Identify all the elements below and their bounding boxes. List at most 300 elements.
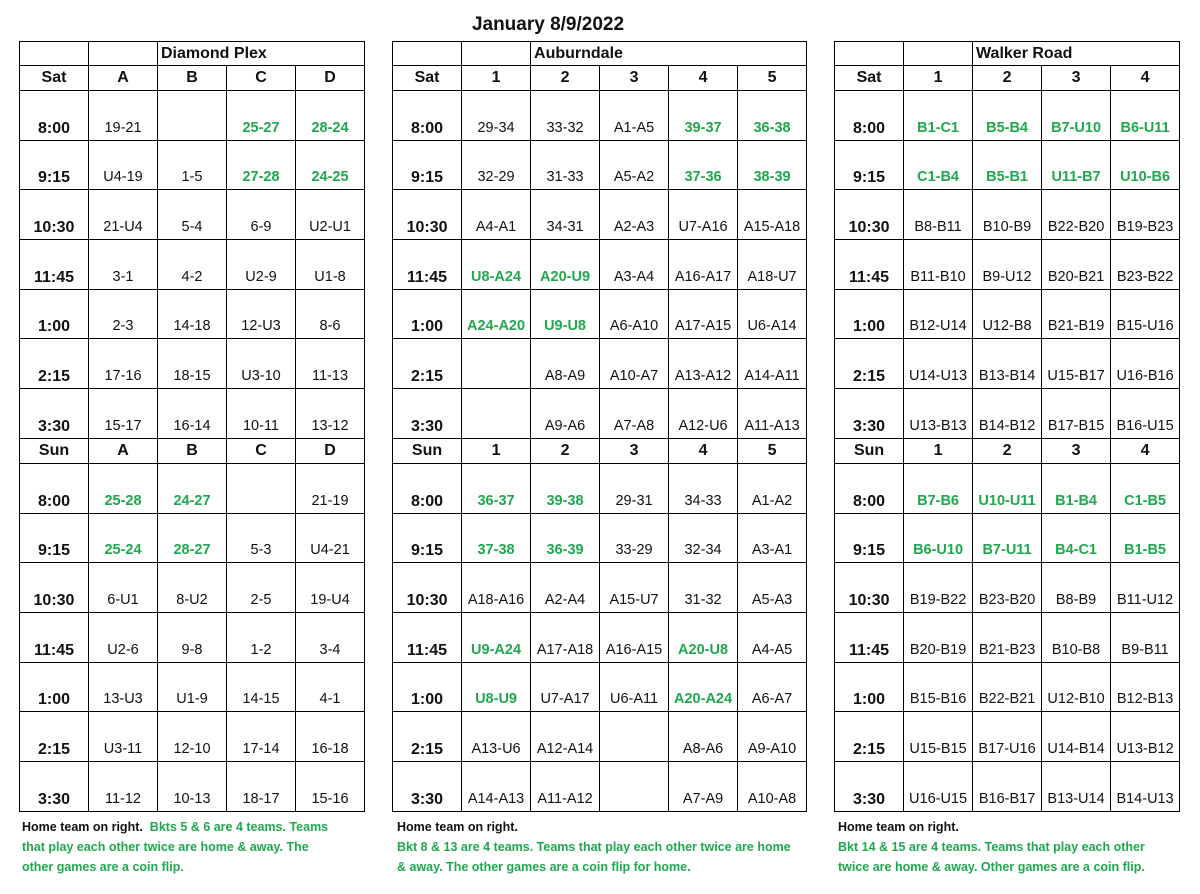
diamond-col-header: A [89, 66, 158, 91]
walker-game-cell: B13-B14 [973, 339, 1042, 389]
diamond-col-header: Sat [20, 66, 89, 91]
column-gap [807, 438, 835, 463]
auburndale-game-cell: 37-36 [669, 140, 738, 190]
walker-col-header: 3 [1042, 438, 1111, 463]
auburndale-game-cell: A2-A4 [531, 563, 600, 613]
walker-game-cell: B19-B23 [1111, 190, 1180, 240]
column-gap [365, 140, 393, 190]
column-gap [365, 289, 393, 339]
auburndale-time-slot: 3:30 [393, 761, 462, 811]
sunday-time-row [20, 463, 1180, 513]
diamond-game-cell: 9-8 [158, 612, 227, 662]
auburndale-col-header: 5 [738, 438, 807, 463]
column-gap [807, 339, 835, 389]
venue-diamond-plex: Diamond Plex [158, 42, 365, 66]
diamond-game-cell: 10-11 [227, 389, 296, 439]
diamond-game-cell: 11-12 [89, 761, 158, 811]
walker-game-cell: U16-U15 [904, 761, 973, 811]
auburndale-game-cell: 39-37 [669, 91, 738, 141]
walker-game-cell: B20-B19 [904, 612, 973, 662]
auburndale-game-cell: A17-A15 [669, 289, 738, 339]
auburndale-game-cell [600, 712, 669, 762]
walker-time-slot: 8:00 [835, 91, 904, 141]
column-gap [365, 463, 393, 513]
auburndale-game-cell: 37-38 [462, 513, 531, 563]
venue-walker-road: Walker Road [973, 42, 1180, 66]
auburndale-game-cell: A5-A3 [738, 563, 807, 613]
walker-col-header: 1 [904, 438, 973, 463]
diamond-game-cell: 2-5 [227, 563, 296, 613]
auburndale-time-slot: 11:45 [393, 612, 462, 662]
diamond-game-cell: U4-19 [89, 140, 158, 190]
diamond-game-cell: 3-1 [89, 240, 158, 290]
saturday-time-row [20, 240, 1180, 290]
auburndale-game-cell: A16-A17 [669, 240, 738, 290]
auburndale-col-header: 5 [738, 66, 807, 91]
diamond-game-cell: 6-9 [227, 190, 296, 240]
note-auburndale: Home team on right. Bkt 8 & 13 are 4 teams. Teams that play each other twice are home & away. The other games are a coin flip for home. [397, 820, 791, 874]
diamond-game-cell: U4-21 [296, 513, 365, 563]
diamond-game-cell: 1-5 [158, 140, 227, 190]
auburndale-game-cell: A8-A9 [531, 339, 600, 389]
schedule-table [19, 41, 1180, 812]
diamond-time-slot: 1:00 [20, 662, 89, 712]
auburndale-game-cell: A6-A10 [600, 289, 669, 339]
diamond-time-slot: 10:30 [20, 563, 89, 613]
walker-game-cell: U14-B14 [1042, 712, 1111, 762]
diamond-game-cell: 28-27 [158, 513, 227, 563]
walker-game-cell: B21-B23 [973, 612, 1042, 662]
auburndale-game-cell: U7-A16 [669, 190, 738, 240]
walker-game-cell: B14-B12 [973, 389, 1042, 439]
walker-game-cell: B9-U12 [973, 240, 1042, 290]
walker-game-cell: C1-B5 [1111, 463, 1180, 513]
column-gap [365, 190, 393, 240]
walker-game-cell: B19-B22 [904, 563, 973, 613]
diamond-game-cell: 4-1 [296, 662, 365, 712]
auburndale-game-cell: A11-A12 [531, 761, 600, 811]
auburndale-game-cell: A24-A20 [462, 289, 531, 339]
walker-game-cell: B5-B4 [973, 91, 1042, 141]
walker-game-cell: B16-U15 [1111, 389, 1180, 439]
auburndale-game-cell: A13-U6 [462, 712, 531, 762]
auburndale-col-header: Sun [393, 438, 462, 463]
diamond-game-cell: 24-27 [158, 463, 227, 513]
walker-game-cell: U15-B15 [904, 712, 973, 762]
auburndale-game-cell: 32-34 [669, 513, 738, 563]
diamond-game-cell: 10-13 [158, 761, 227, 811]
diamond-game-cell: U3-10 [227, 339, 296, 389]
auburndale-time-slot: 1:00 [393, 662, 462, 712]
walker-col-header: Sat [835, 66, 904, 91]
diamond-time-slot: 3:30 [20, 389, 89, 439]
diamond-game-cell: 5-4 [158, 190, 227, 240]
auburndale-game-cell: A7-A9 [669, 761, 738, 811]
walker-game-cell: U12-B8 [973, 289, 1042, 339]
auburndale-game-cell: A9-A6 [531, 389, 600, 439]
diamond-game-cell [158, 91, 227, 141]
auburndale-game-cell: A1-A5 [600, 91, 669, 141]
walker-time-slot: 9:15 [835, 513, 904, 563]
column-gap [807, 66, 835, 91]
auburndale-time-slot: 8:00 [393, 91, 462, 141]
auburndale-time-slot: 10:30 [393, 563, 462, 613]
diamond-time-slot: 1:00 [20, 289, 89, 339]
walker-col-header: 1 [904, 66, 973, 91]
auburndale-col-header: 3 [600, 438, 669, 463]
auburndale-game-cell: 34-33 [669, 463, 738, 513]
walker-game-cell: B9-B11 [1111, 612, 1180, 662]
walker-game-cell: B7-U10 [1042, 91, 1111, 141]
column-gap [807, 712, 835, 762]
auburndale-game-cell: 36-38 [738, 91, 807, 141]
column-gap [365, 612, 393, 662]
auburndale-col-header: 4 [669, 438, 738, 463]
walker-game-cell: B21-B19 [1042, 289, 1111, 339]
walker-game-cell: B8-B11 [904, 190, 973, 240]
walker-time-slot: 3:30 [835, 761, 904, 811]
walker-game-cell: B6-U10 [904, 513, 973, 563]
walker-game-cell: B6-U11 [1111, 91, 1180, 141]
walker-game-cell: B17-B15 [1042, 389, 1111, 439]
walker-game-cell: B1-B5 [1111, 513, 1180, 563]
walker-time-slot: 1:00 [835, 662, 904, 712]
auburndale-game-cell: A10-A8 [738, 761, 807, 811]
diamond-time-slot: 2:15 [20, 339, 89, 389]
venue-auburndale: Auburndale [531, 42, 807, 66]
auburndale-game-cell: 39-38 [531, 463, 600, 513]
diamond-game-cell: 25-28 [89, 463, 158, 513]
column-gap [807, 240, 835, 290]
diamond-game-cell: 17-16 [89, 339, 158, 389]
auburndale-game-cell: A18-U7 [738, 240, 807, 290]
diamond-time-slot: 9:15 [20, 140, 89, 190]
walker-col-header: 2 [973, 66, 1042, 91]
auburndale-game-cell: A20-U9 [531, 240, 600, 290]
column-gap [807, 463, 835, 513]
auburndale-game-cell: U6-A14 [738, 289, 807, 339]
auburndale-game-cell: U6-A11 [600, 662, 669, 712]
diamond-col-header: B [158, 438, 227, 463]
auburndale-time-slot: 1:00 [393, 289, 462, 339]
walker-time-slot: 9:15 [835, 140, 904, 190]
walker-time-slot: 11:45 [835, 612, 904, 662]
auburndale-game-cell: A3-A4 [600, 240, 669, 290]
walker-time-slot: 3:30 [835, 389, 904, 439]
walker-time-slot: 10:30 [835, 190, 904, 240]
walker-col-header: 2 [973, 438, 1042, 463]
walker-col-header: 4 [1111, 66, 1180, 91]
walker-game-cell: B16-B17 [973, 761, 1042, 811]
auburndale-game-cell: A1-A2 [738, 463, 807, 513]
walker-game-cell: U13-B13 [904, 389, 973, 439]
auburndale-game-cell: A11-A13 [738, 389, 807, 439]
auburndale-game-cell: 38-39 [738, 140, 807, 190]
auburndale-game-cell: U9-U8 [531, 289, 600, 339]
column-gap [807, 612, 835, 662]
auburndale-game-cell: U7-A17 [531, 662, 600, 712]
diamond-game-cell: 8-6 [296, 289, 365, 339]
diamond-game-cell: 12-10 [158, 712, 227, 762]
auburndale-game-cell [462, 389, 531, 439]
walker-game-cell: U16-B16 [1111, 339, 1180, 389]
diamond-col-header: A [89, 438, 158, 463]
diamond-game-cell: 12-U3 [227, 289, 296, 339]
auburndale-game-cell: 33-32 [531, 91, 600, 141]
auburndale-time-slot: 2:15 [393, 339, 462, 389]
auburndale-game-cell: 31-32 [669, 563, 738, 613]
diamond-game-cell: 1-2 [227, 612, 296, 662]
walker-time-slot: 8:00 [835, 463, 904, 513]
diamond-game-cell: 13-12 [296, 389, 365, 439]
sunday-time-row [20, 612, 1180, 662]
auburndale-col-header: 3 [600, 66, 669, 91]
diamond-game-cell: 28-24 [296, 91, 365, 141]
auburndale-game-cell: 32-29 [462, 140, 531, 190]
walker-game-cell: B22-B21 [973, 662, 1042, 712]
auburndale-game-cell: 34-31 [531, 190, 600, 240]
diamond-col-header: D [296, 66, 365, 91]
auburndale-game-cell: A9-A10 [738, 712, 807, 762]
column-gap [365, 513, 393, 563]
sunday-time-row [20, 761, 1180, 811]
walker-time-slot: 2:15 [835, 339, 904, 389]
auburndale-col-header: 2 [531, 66, 600, 91]
column-gap [807, 662, 835, 712]
walker-game-cell: B15-B16 [904, 662, 973, 712]
walker-game-cell: B8-B9 [1042, 563, 1111, 613]
diamond-game-cell: 16-14 [158, 389, 227, 439]
column-gap [365, 662, 393, 712]
diamond-game-cell: 27-28 [227, 140, 296, 190]
auburndale-game-cell: A15-A18 [738, 190, 807, 240]
column-gap [807, 513, 835, 563]
auburndale-game-cell: A10-A7 [600, 339, 669, 389]
diamond-time-slot: 8:00 [20, 463, 89, 513]
column-gap [365, 91, 393, 141]
walker-game-cell: U14-U13 [904, 339, 973, 389]
auburndale-game-cell: A13-A12 [669, 339, 738, 389]
walker-game-cell: B5-B1 [973, 140, 1042, 190]
auburndale-time-slot: 8:00 [393, 463, 462, 513]
auburndale-col-header: 2 [531, 438, 600, 463]
sunday-time-row [20, 712, 1180, 762]
walker-time-slot: 10:30 [835, 563, 904, 613]
auburndale-game-cell: 29-34 [462, 91, 531, 141]
walker-game-cell: B23-B22 [1111, 240, 1180, 290]
auburndale-game-cell [462, 339, 531, 389]
diamond-game-cell: 15-16 [296, 761, 365, 811]
walker-game-cell: B12-B13 [1111, 662, 1180, 712]
note-walker-road: Home team on right. Bkt 14 & 15 are 4 teams. Teams that play each other twice are home & away. Other games are a coin flip. [838, 820, 1145, 874]
venue-row [20, 42, 1180, 66]
walker-game-cell: U12-B10 [1042, 662, 1111, 712]
walker-game-cell: C1-B4 [904, 140, 973, 190]
saturday-time-row [20, 339, 1180, 389]
diamond-time-slot: 9:15 [20, 513, 89, 563]
auburndale-game-cell: A14-A13 [462, 761, 531, 811]
diamond-game-cell: 5-3 [227, 513, 296, 563]
note-diamond-plex: Home team on right. Bkts 5 & 6 are 4 teams. Teams that play each other twice are home & away. The other games are a coin flip. [22, 820, 329, 874]
diamond-game-cell: 13-U3 [89, 662, 158, 712]
auburndale-time-slot: 9:15 [393, 140, 462, 190]
auburndale-game-cell: A8-A6 [669, 712, 738, 762]
auburndale-game-cell: A4-A1 [462, 190, 531, 240]
diamond-time-slot: 11:45 [20, 612, 89, 662]
auburndale-game-cell: A7-A8 [600, 389, 669, 439]
walker-game-cell: U11-B7 [1042, 140, 1111, 190]
diamond-game-cell: 25-24 [89, 513, 158, 563]
auburndale-game-cell: A14-A11 [738, 339, 807, 389]
column-gap [365, 438, 393, 463]
walker-game-cell: B10-B8 [1042, 612, 1111, 662]
schedule-title: January 8/9/2022 [471, 14, 625, 35]
walker-game-cell: B23-B20 [973, 563, 1042, 613]
diamond-game-cell: 21-U4 [89, 190, 158, 240]
diamond-game-cell: 19-U4 [296, 563, 365, 613]
column-gap [365, 761, 393, 811]
diamond-col-header: C [227, 66, 296, 91]
auburndale-game-cell: A18-A16 [462, 563, 531, 613]
auburndale-game-cell: A16-A15 [600, 612, 669, 662]
auburndale-time-slot: 10:30 [393, 190, 462, 240]
column-gap [365, 240, 393, 290]
diamond-game-cell: 17-14 [227, 712, 296, 762]
diamond-game-cell: 21-19 [296, 463, 365, 513]
column-gap [365, 563, 393, 613]
column-gap [365, 339, 393, 389]
walker-game-cell: B12-U14 [904, 289, 973, 339]
sat_header-header-row [20, 66, 1180, 91]
saturday-time-row [20, 140, 1180, 190]
saturday-time-row [20, 190, 1180, 240]
diamond-game-cell: 16-18 [296, 712, 365, 762]
diamond-game-cell: 11-13 [296, 339, 365, 389]
walker-game-cell: B17-U16 [973, 712, 1042, 762]
auburndale-game-cell: A12-A14 [531, 712, 600, 762]
diamond-game-cell: U2-U1 [296, 190, 365, 240]
auburndale-col-header: 4 [669, 66, 738, 91]
column-gap [365, 66, 393, 91]
diamond-game-cell: 3-4 [296, 612, 365, 662]
auburndale-game-cell: 31-33 [531, 140, 600, 190]
diamond-time-slot: 2:15 [20, 712, 89, 762]
diamond-col-header: Sun [20, 438, 89, 463]
auburndale-game-cell: A17-A18 [531, 612, 600, 662]
walker-game-cell: B20-B21 [1042, 240, 1111, 290]
walker-col-header: 3 [1042, 66, 1111, 91]
diamond-game-cell: 15-17 [89, 389, 158, 439]
diamond-game-cell [227, 463, 296, 513]
column-gap [365, 389, 393, 439]
auburndale-game-cell: A4-A5 [738, 612, 807, 662]
walker-game-cell: U10-B6 [1111, 140, 1180, 190]
auburndale-game-cell: U8-A24 [462, 240, 531, 290]
auburndale-game-cell: A3-A1 [738, 513, 807, 563]
diamond-game-cell: U1-8 [296, 240, 365, 290]
diamond-game-cell: 14-15 [227, 662, 296, 712]
auburndale-col-header: 1 [462, 438, 531, 463]
walker-time-slot: 11:45 [835, 240, 904, 290]
auburndale-game-cell: U8-U9 [462, 662, 531, 712]
walker-game-cell: B11-U12 [1111, 563, 1180, 613]
walker-game-cell: B7-U11 [973, 513, 1042, 563]
auburndale-game-cell: A5-A2 [600, 140, 669, 190]
walker-time-slot: 1:00 [835, 289, 904, 339]
diamond-col-header: C [227, 438, 296, 463]
auburndale-game-cell [600, 761, 669, 811]
auburndale-game-cell: A6-A7 [738, 662, 807, 712]
walker-game-cell: B10-B9 [973, 190, 1042, 240]
diamond-game-cell: U3-11 [89, 712, 158, 762]
auburndale-col-header: 1 [462, 66, 531, 91]
saturday-time-row [20, 389, 1180, 439]
diamond-game-cell: 18-17 [227, 761, 296, 811]
walker-game-cell: B15-U16 [1111, 289, 1180, 339]
diamond-time-slot: 3:30 [20, 761, 89, 811]
diamond-game-cell: 19-21 [89, 91, 158, 141]
auburndale-col-header: Sat [393, 66, 462, 91]
diamond-game-cell: 2-3 [89, 289, 158, 339]
diamond-game-cell: 24-25 [296, 140, 365, 190]
saturday-time-row [20, 91, 1180, 141]
walker-game-cell: B11-B10 [904, 240, 973, 290]
sunday-time-row [20, 513, 1180, 563]
walker-game-cell: U10-U11 [973, 463, 1042, 513]
walker-game-cell: B4-C1 [1042, 513, 1111, 563]
diamond-game-cell: U1-9 [158, 662, 227, 712]
walker-game-cell: B14-U13 [1111, 761, 1180, 811]
column-gap [807, 190, 835, 240]
column-gap [807, 389, 835, 439]
auburndale-time-slot: 2:15 [393, 712, 462, 762]
column-gap [807, 289, 835, 339]
auburndale-game-cell: A2-A3 [600, 190, 669, 240]
diamond-col-header: B [158, 66, 227, 91]
auburndale-game-cell: U9-A24 [462, 612, 531, 662]
auburndale-game-cell: 33-29 [600, 513, 669, 563]
column-gap [807, 140, 835, 190]
diamond-game-cell: U2-6 [89, 612, 158, 662]
sun_header-header-row [20, 438, 1180, 463]
auburndale-game-cell: A20-A24 [669, 662, 738, 712]
diamond-time-slot: 11:45 [20, 240, 89, 290]
diamond-game-cell: 18-15 [158, 339, 227, 389]
auburndale-game-cell: A12-U6 [669, 389, 738, 439]
sunday-time-row [20, 662, 1180, 712]
auburndale-time-slot: 3:30 [393, 389, 462, 439]
diamond-game-cell: 14-18 [158, 289, 227, 339]
diamond-game-cell: 8-U2 [158, 563, 227, 613]
saturday-time-row [20, 289, 1180, 339]
sunday-time-row [20, 563, 1180, 613]
walker-game-cell: B13-U14 [1042, 761, 1111, 811]
diamond-time-slot: 10:30 [20, 190, 89, 240]
walker-game-cell: B22-B20 [1042, 190, 1111, 240]
auburndale-game-cell: A20-U8 [669, 612, 738, 662]
auburndale-game-cell: A15-U7 [600, 563, 669, 613]
column-gap [807, 761, 835, 811]
column-gap [807, 91, 835, 141]
walker-game-cell: U13-B12 [1111, 712, 1180, 762]
diamond-game-cell: 4-2 [158, 240, 227, 290]
auburndale-time-slot: 11:45 [393, 240, 462, 290]
walker-game-cell: U15-B17 [1042, 339, 1111, 389]
diamond-game-cell: U2-9 [227, 240, 296, 290]
walker-game-cell: B7-B6 [904, 463, 973, 513]
diamond-game-cell: 25-27 [227, 91, 296, 141]
diamond-game-cell: 6-U1 [89, 563, 158, 613]
